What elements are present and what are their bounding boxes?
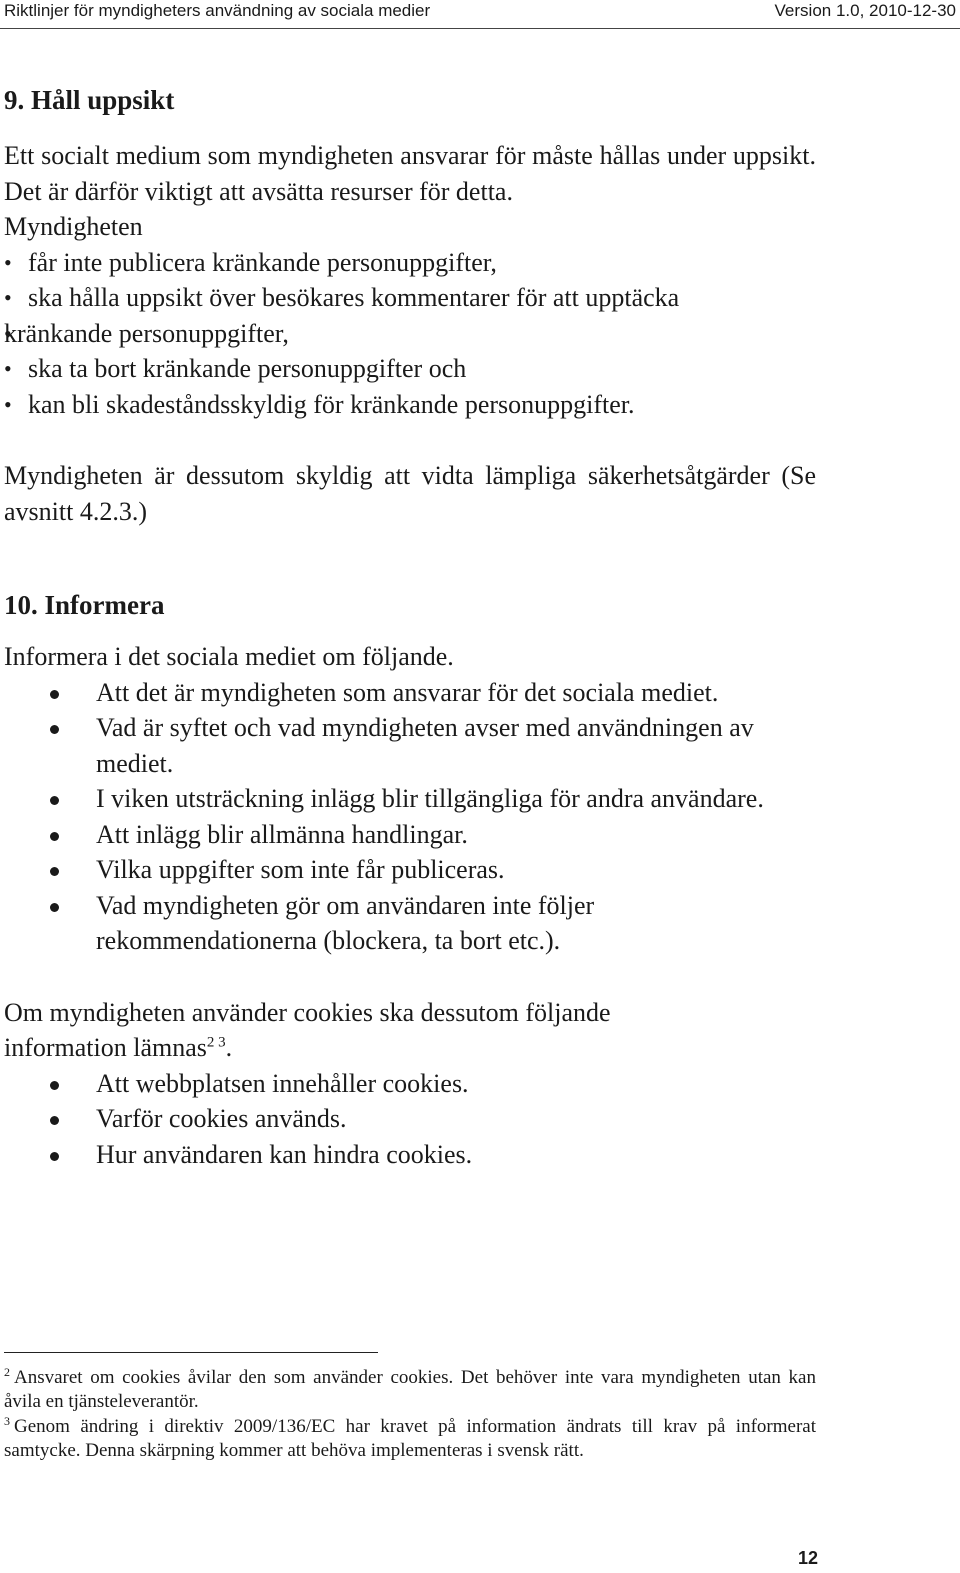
list-item: Hur användaren kan hindra cookies.: [4, 1137, 786, 1173]
section-9-lead: Myndigheten: [4, 212, 143, 241]
section-9-bullet-list: [4, 245, 816, 423]
list-item: Att det är myndigheten som ansvarar för det sociala mediet.: [4, 675, 786, 711]
footnotes: [4, 1366, 816, 1462]
header-divider: [0, 28, 960, 29]
list-item: Vad myndigheten gör om användaren inte följer rekommendationerna (blockera, ta bort etc.).: [4, 888, 786, 959]
list-item: Att inlägg blir allmänna handlingar.: [4, 817, 786, 853]
list-item: • får inte publicera kränkande personuppgifter,: [4, 245, 816, 281]
cookies-intro: Om myndigheten använder cookies ska dessutom följande information lämnas$^{2 3}$.: [4, 997, 611, 1062]
list-item: Varför cookies används.: [4, 1101, 786, 1137]
footnote-divider: [4, 1352, 378, 1353]
footnote-reference: 2 3: [206, 1034, 226, 1051]
page-header: [0, 0, 960, 38]
main-content: [4, 80, 816, 1172]
section-10-intro: Informera i det sociala mediet om följande.: [4, 642, 454, 671]
footnote-2: $^2$ Ansvaret om cookies åvilar den som använder cookies. Det behöver inte vara myndigheten utan kan åvila en tjänsteleverantör.: [4, 1364, 816, 1412]
section-9-intro: Ett socialt medium som myndigheten ansvarar för måste hållas under uppsikt. Det är därför viktigt att avsätta resurser för detta.: [4, 141, 816, 206]
list-item: • ska hålla uppsikt över besökares kommentarer för att upptäcka: [4, 280, 816, 316]
list-item: Vad är syftet och vad myndigheten avser med användningen av mediet.: [4, 710, 786, 781]
section-10-bullet-list: [4, 675, 816, 959]
section-10-heading: 10. Informera: [4, 590, 165, 620]
document-title: Riktlinjer för myndigheters användning av sociala medier: [4, 1, 431, 20]
list-item: I viken utsträckning inlägg blir tillgängliga för andra användare.: [4, 781, 786, 817]
list-item: • ska ta bort kränkande personuppgifter och: [4, 351, 816, 387]
list-item: Vilka uppgifter som inte får publiceras.: [4, 852, 786, 888]
section-9-closing: Myndigheten är dessutom skyldig att vidta lämpliga säkerhetsåtgärder (Se avsnitt 4.2.3.): [4, 461, 816, 526]
page-number: 12: [797, 1548, 818, 1568]
cookies-bullet-list: [4, 1066, 816, 1173]
footnote-3: $^3$ Genom ändring i direktiv 2009/136/EC har kravet på information ändrats till krav på informerat samtycke. Denna skärpning kommer att behöva implementeras i svensk rätt.: [4, 1413, 816, 1461]
list-item-continuation: • kränkande personuppgifter,: [4, 316, 816, 352]
document-version: Version 1.0, 2010-12-30: [774, 1, 956, 20]
section-9-heading: 9. Håll uppsikt: [4, 85, 175, 115]
list-item: • kan bli skadeståndsskyldig för kränkande personuppgifter.: [4, 387, 816, 423]
list-item: Att webbplatsen innehåller cookies.: [4, 1066, 786, 1102]
